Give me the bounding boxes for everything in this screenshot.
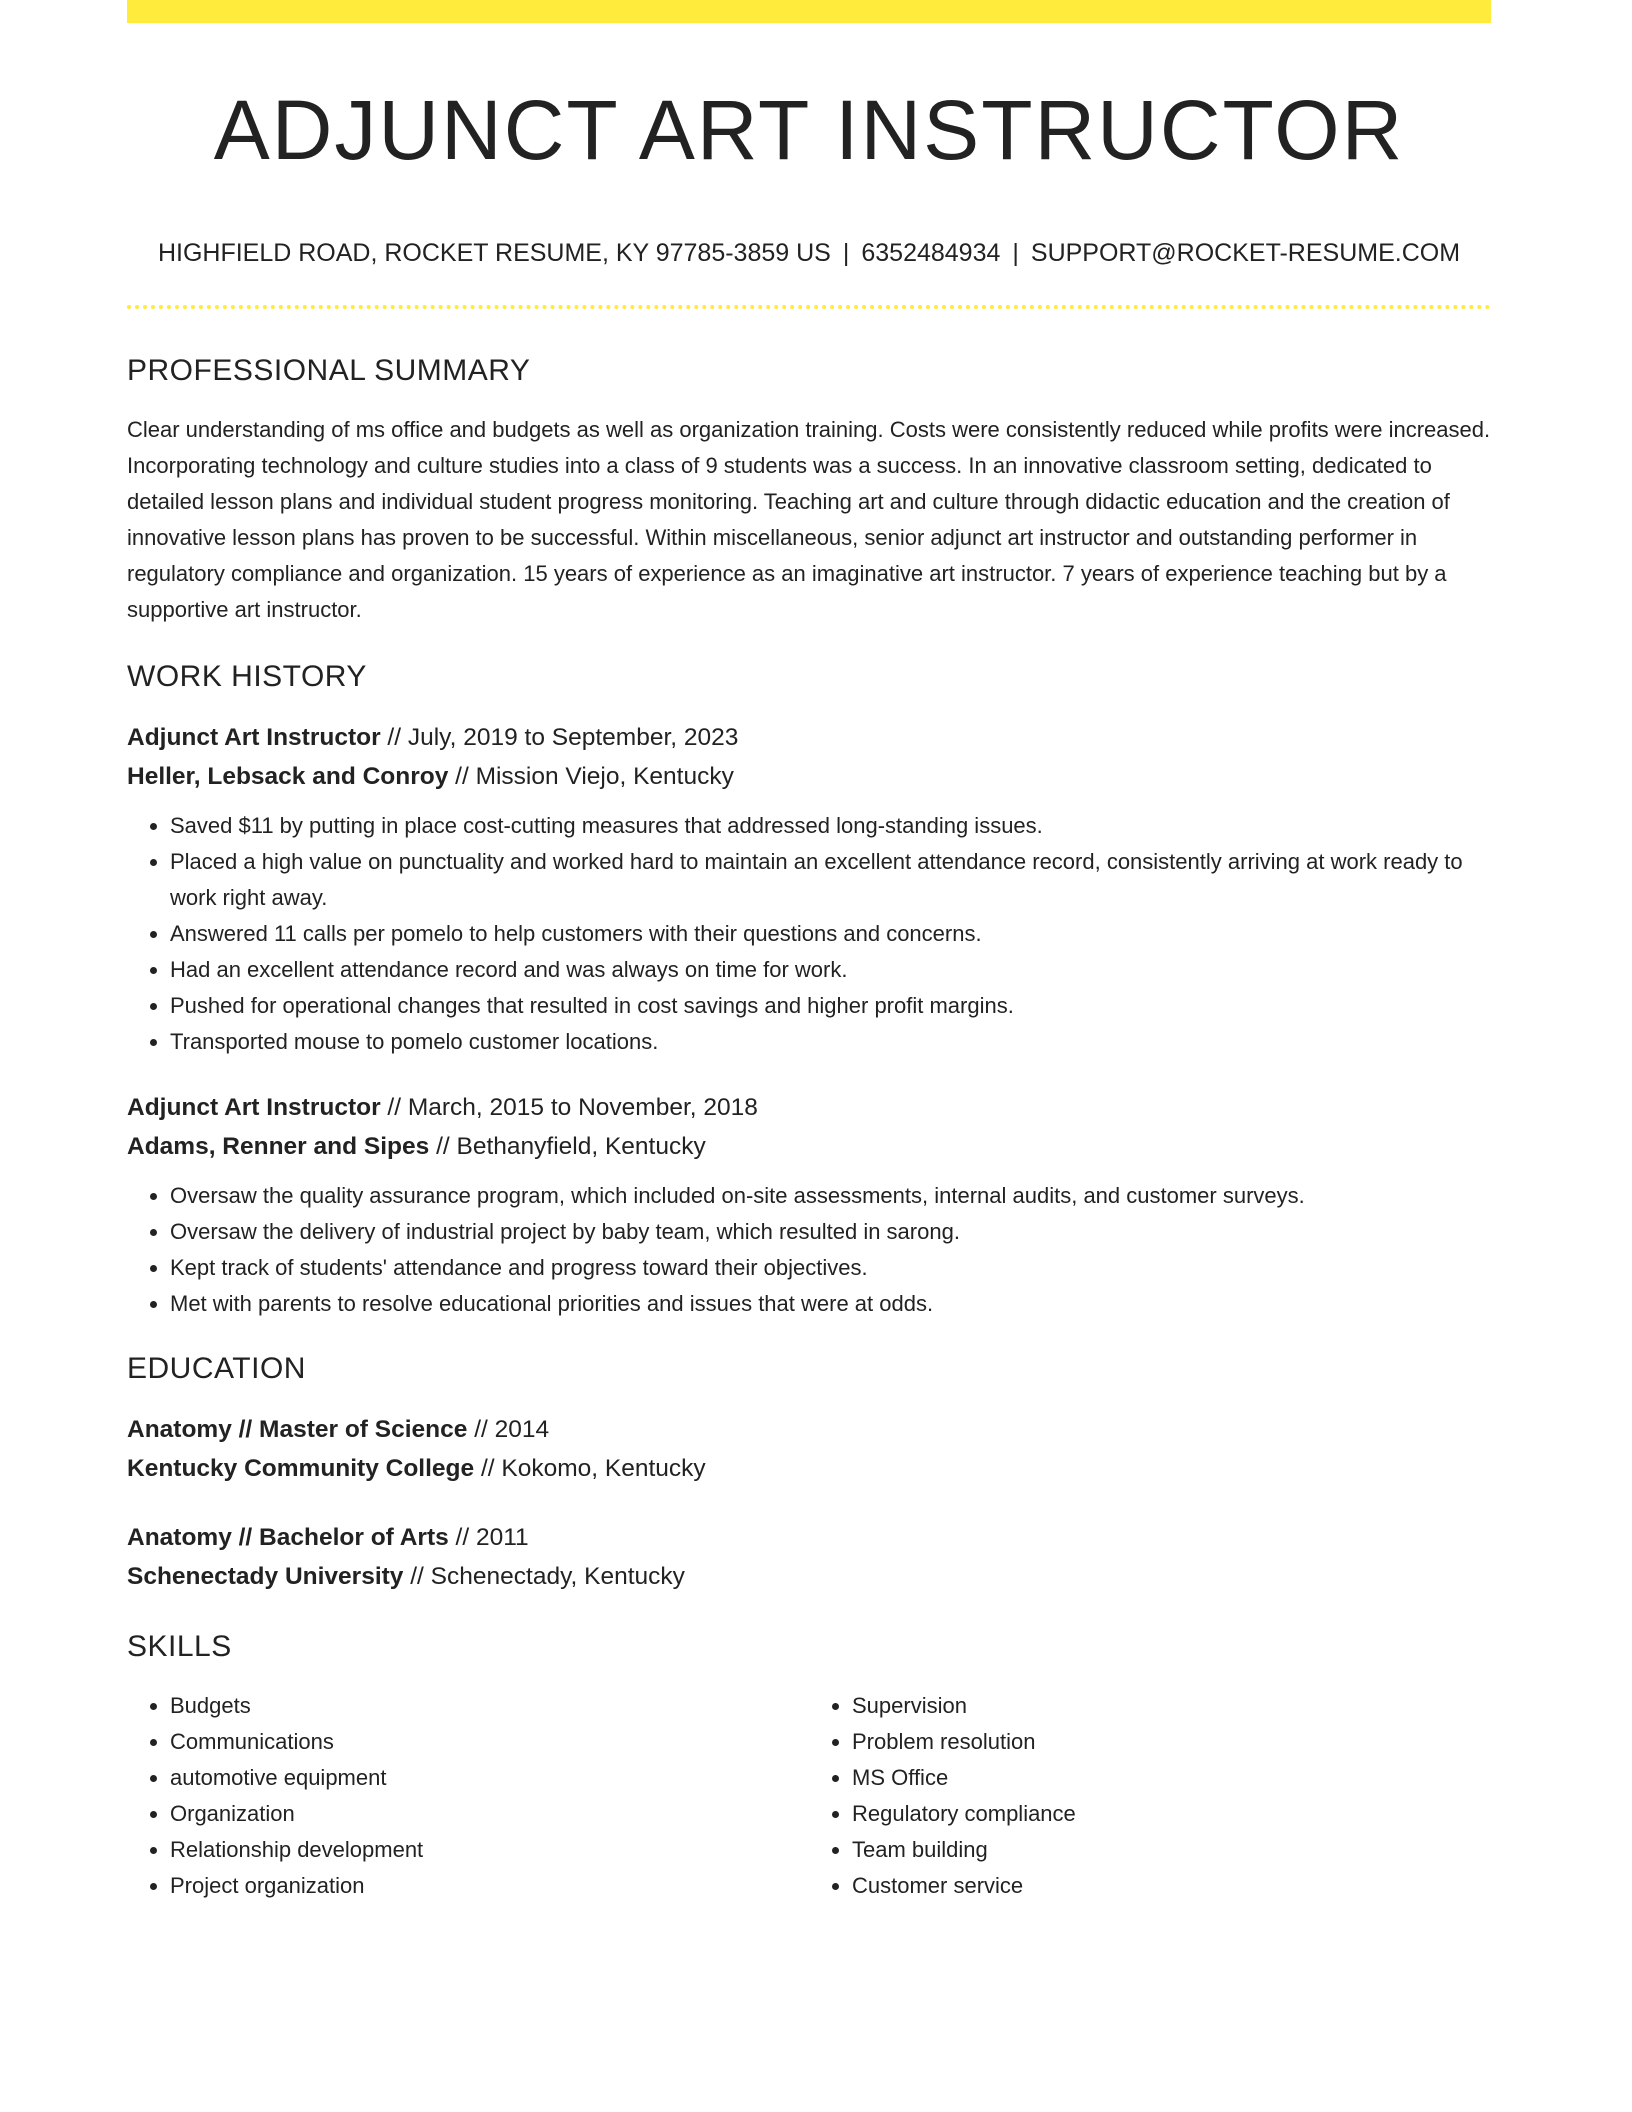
education-entry (127, 1410, 1491, 1488)
job-company: Heller, Lebsack and Conroy (127, 763, 449, 790)
section-title-summary: PROFESSIONAL SUMMARY (127, 354, 531, 387)
skill-item: • Regulatory compliance (852, 1796, 1491, 1832)
section-title-work-history: WORK HISTORY (127, 660, 367, 693)
job-company: Adams, Renner and Sipes (127, 1133, 430, 1160)
contact-line (127, 236, 1491, 270)
job-bullets (127, 1178, 1491, 1322)
list-item: • Placed a high value on punctuality and worked hard to maintain an excellent attendance record, consistently arriving at work ready to work right away. (170, 844, 1491, 916)
skill-item: • Problem resolution (852, 1724, 1491, 1760)
contact-email: SUPPORT@ROCKET-RESUME.COM (1030, 239, 1461, 267)
education-school: Kentucky Community College (127, 1455, 475, 1482)
contact-address: HIGHFIELD ROAD, ROCKET RESUME, KY 97785-3859 US (157, 239, 831, 267)
education-section (127, 1348, 1491, 1596)
list-item: • Transported mouse to pomelo customer locations. (170, 1024, 1491, 1060)
education-location: // Schenectady, Kentucky (403, 1563, 685, 1590)
dotted-divider (127, 305, 1491, 309)
list-item: • Had an excellent attendance record and was always on time for work. (170, 952, 1491, 988)
skill-item: • Project organization (170, 1868, 809, 1904)
job-dates: // July, 2019 to September, 2023 (380, 724, 739, 751)
job-entry (127, 1088, 1491, 1322)
skill-item: • Customer service (852, 1868, 1491, 1904)
list-item: • Answered 11 calls per pomelo to help customers with their questions and concerns. (170, 916, 1491, 952)
skills-list-left (127, 1688, 809, 1904)
candidate-title: ADJUNCT ART INSTRUCTOR (213, 83, 1405, 177)
education-year: // 2014 (467, 1416, 550, 1443)
section-title-skills: SKILLS (127, 1630, 232, 1663)
education-entry (127, 1518, 1491, 1596)
skill-item: • Communications (170, 1724, 809, 1760)
education-degree: Anatomy // Master of Science (127, 1416, 468, 1443)
education-school-line (127, 1557, 1491, 1596)
list-item: • Kept track of students' attendance and progress toward their objectives. (170, 1250, 1491, 1286)
skills-section (127, 1626, 1491, 1904)
contact-separator: | (842, 239, 850, 267)
job-role-line (127, 718, 1491, 757)
job-entry (127, 718, 1491, 1060)
job-bullets (127, 808, 1491, 1060)
job-location: // Bethanyfield, Kentucky (429, 1133, 706, 1160)
job-role: Adjunct Art Instructor (127, 724, 381, 751)
education-degree-line (127, 1410, 1491, 1449)
job-role-line (127, 1088, 1491, 1127)
resume-body (127, 350, 1491, 1904)
job-dates: // March, 2015 to November, 2018 (380, 1094, 758, 1121)
skill-item: • Team building (852, 1832, 1491, 1868)
skill-item: • Supervision (852, 1688, 1491, 1724)
skill-item: • Relationship development (170, 1832, 809, 1868)
summary-section (127, 350, 1491, 628)
job-location: // Mission Viejo, Kentucky (448, 763, 734, 790)
education-location: // Kokomo, Kentucky (474, 1455, 706, 1482)
accent-top-bar (127, 0, 1491, 23)
education-school-line (127, 1449, 1491, 1488)
work-history-section (127, 656, 1491, 1322)
list-item: • Pushed for operational changes that resulted in cost savings and higher profit margins. (170, 988, 1491, 1024)
contact-separator: | (1012, 239, 1019, 267)
education-degree: Anatomy // Bachelor of Arts (127, 1524, 449, 1551)
job-company-line (127, 757, 1491, 796)
skill-item: • automotive equipment (170, 1760, 809, 1796)
skill-item: • Budgets (170, 1688, 809, 1724)
list-item: • Oversaw the delivery of industrial project by baby team, which resulted in sarong. (170, 1214, 1491, 1250)
job-role: Adjunct Art Instructor (127, 1094, 381, 1121)
contact-phone: 6352484934 (861, 239, 1001, 267)
list-item: • Saved $11 by putting in place cost-cutting measures that addressed long-standing issues. (170, 808, 1491, 844)
list-item: • Met with parents to resolve educational priorities and issues that were at odds. (170, 1286, 1491, 1322)
skills-columns (127, 1688, 1491, 1904)
skill-item: • Organization (170, 1796, 809, 1832)
education-school: Schenectady University (127, 1563, 404, 1590)
skills-list-right (809, 1688, 1491, 1904)
skill-item: • MS Office (852, 1760, 1491, 1796)
list-item: • Oversaw the quality assurance program, which included on-site assessments, internal audits, and customer surveys. (170, 1178, 1491, 1214)
section-title-education: EDUCATION (127, 1352, 306, 1385)
job-company-line (127, 1127, 1491, 1166)
education-degree-line (127, 1518, 1491, 1557)
education-year: // 2011 (448, 1524, 529, 1551)
summary-text: Clear understanding of ms office and budgets as well as organization training. Costs were consistently reduced while profits were increased. Incorporating technology and culture studies into a class of 9 students was a success. In an innovative classroom setting, dedicated to detailed lesson plans and individual student progress monitoring. Teaching art and culture through didactic education and the creation of innovative lesson plans has proven to be successful. Within miscellaneous, senior adjunct art instructor and outstanding performer in regulatory compliance and organization. 15 years of experience as an imaginative art instructor. 7 years of experience teaching but by a supportive art instructor. (127, 417, 1491, 622)
